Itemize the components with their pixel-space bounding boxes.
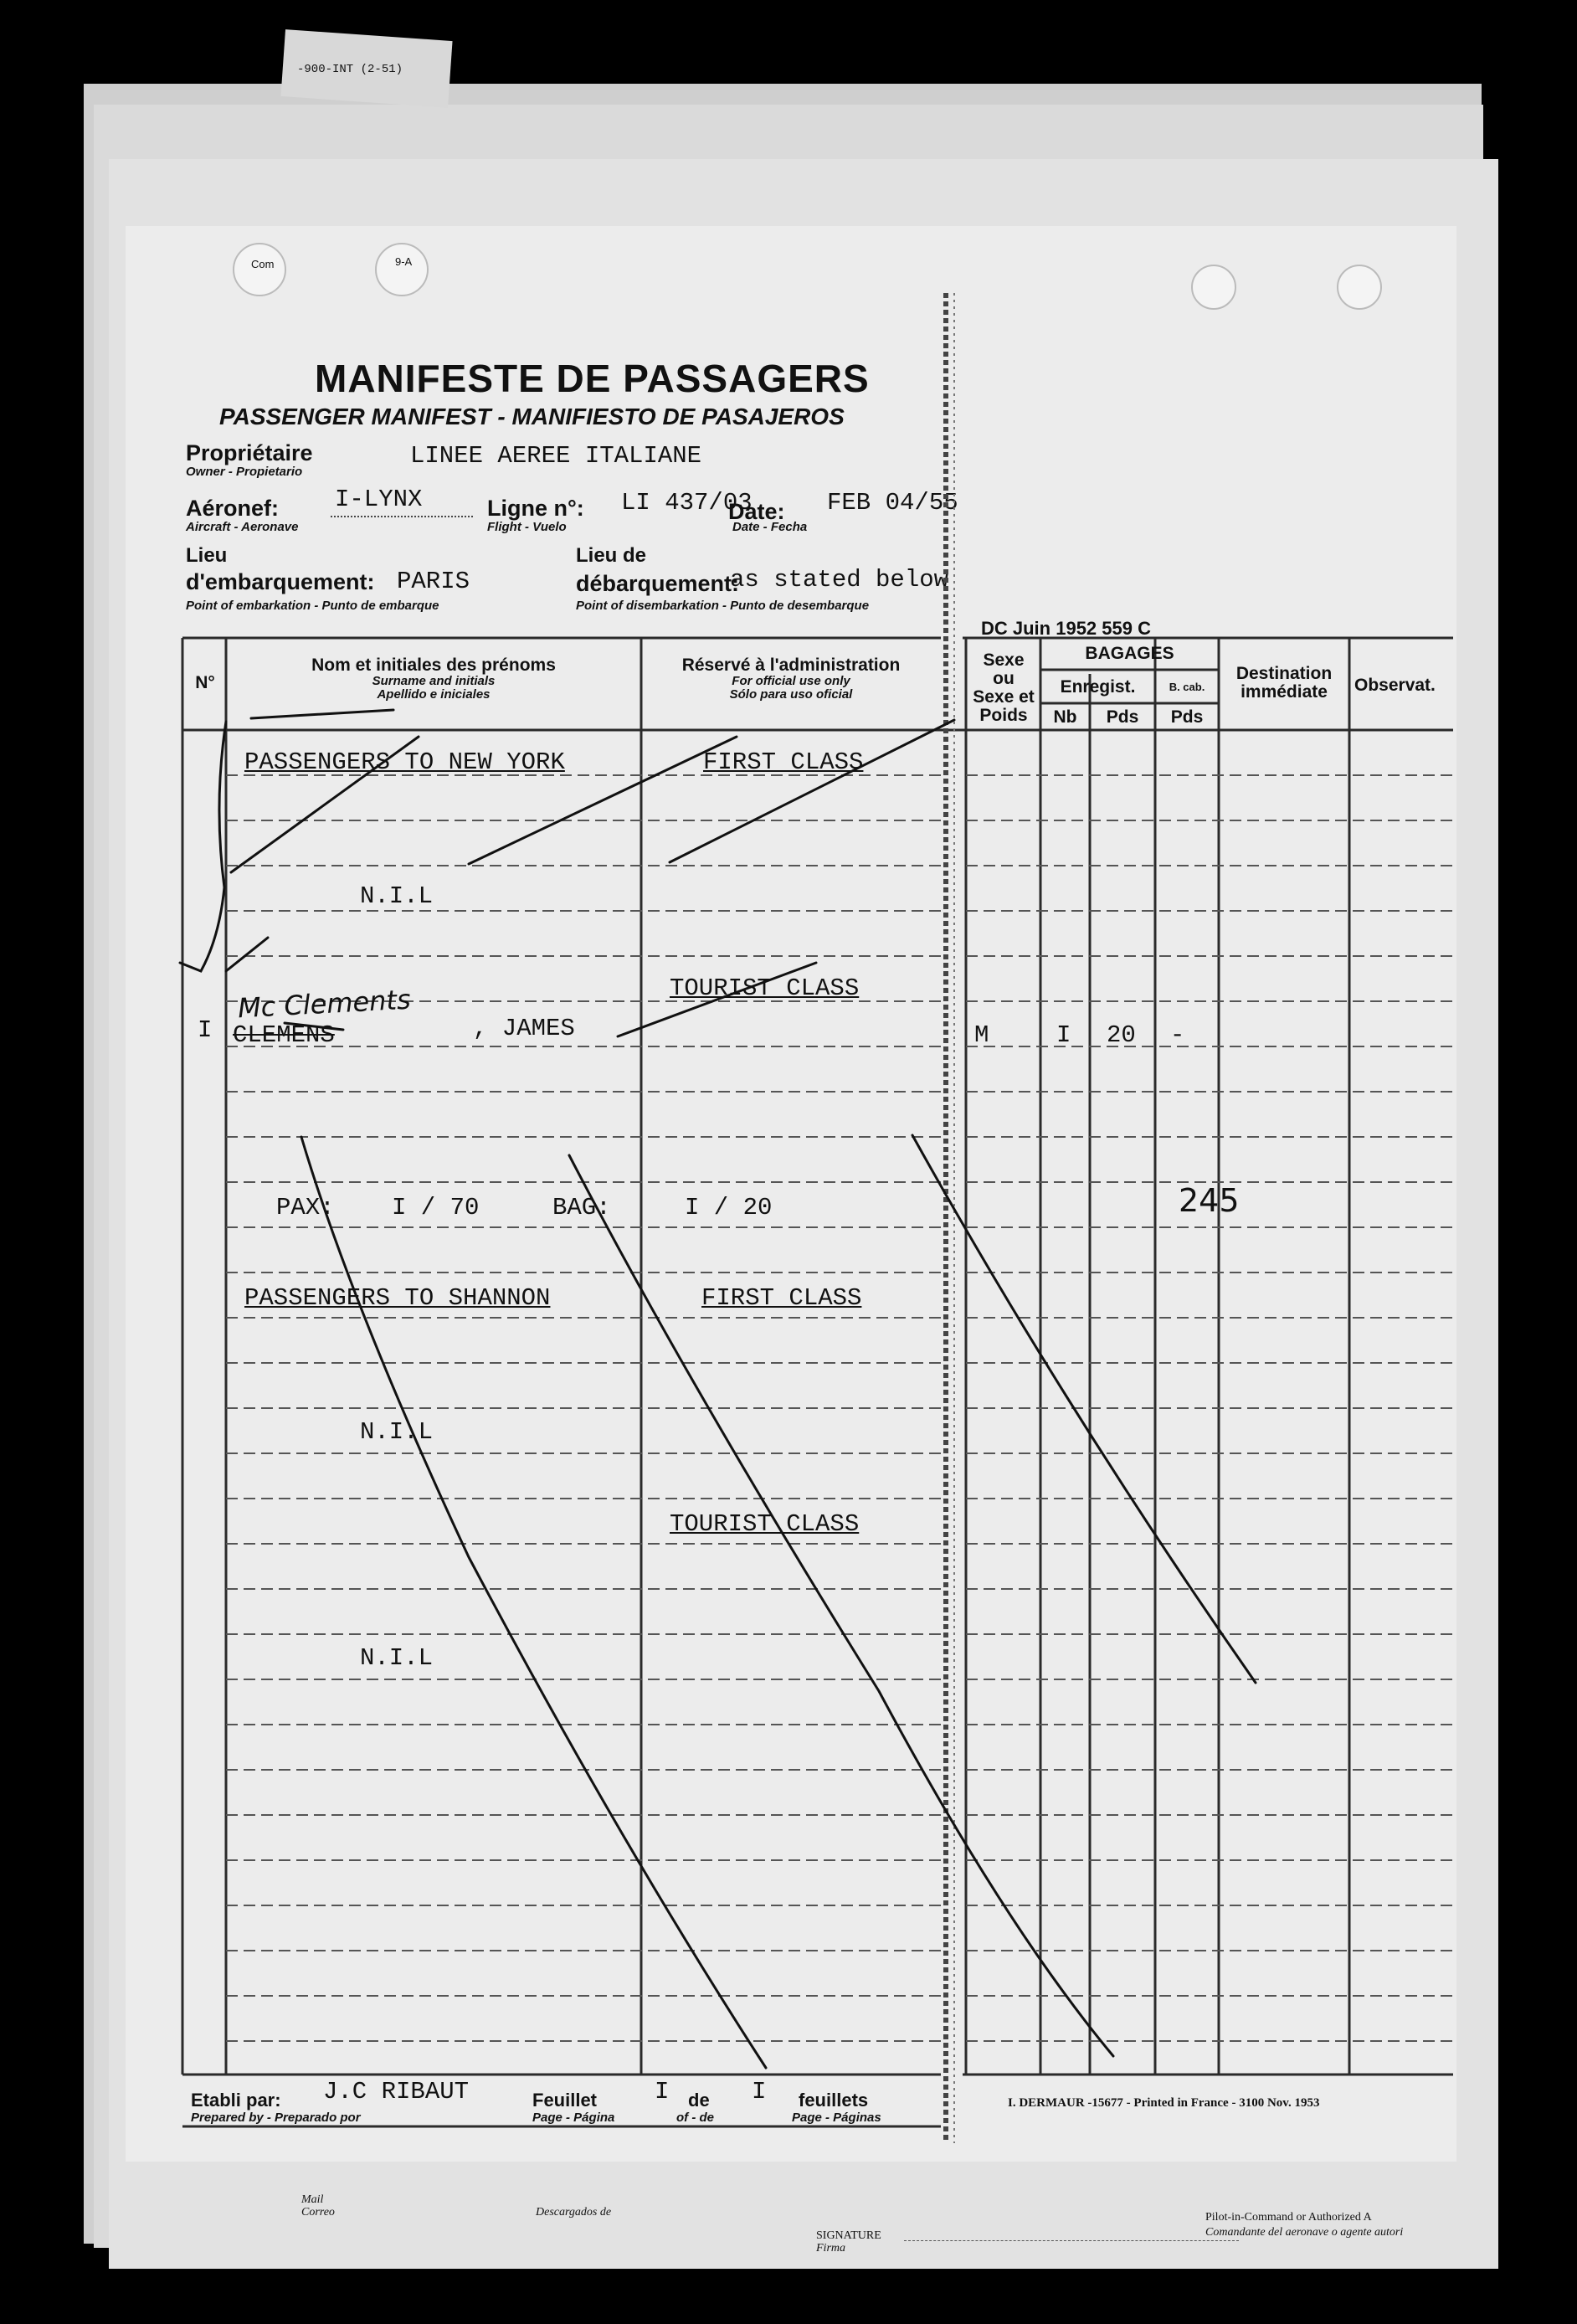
- flight-label: Ligne n°:: [487, 496, 584, 521]
- corner-mark-right: 9-A: [395, 255, 413, 268]
- of-label: de: [688, 2090, 710, 2111]
- pax-first-name: , JAMES: [473, 1015, 575, 1042]
- aircraft-value: I-LYNX: [335, 486, 423, 513]
- sn-nil-2: N.I.L: [360, 1644, 434, 1672]
- pax-bags: I: [1056, 1021, 1071, 1049]
- form-code: -900-INT (2-51): [297, 63, 403, 76]
- form-ref: DC Juin 1952 559 C: [981, 618, 1151, 639]
- sn-first-class: FIRST CLASS: [701, 1284, 862, 1312]
- page-subtitle: PASSENGER MANIFEST - MANIFIESTO DE PASAJEROS: [219, 404, 845, 429]
- totals-bag-label: BAG:: [552, 1194, 611, 1221]
- col-sex: Sexe ou Sexe et Poids: [973, 650, 1035, 726]
- pilot-label: Pilot-in-Command or Authorized A Comandante del aeronave o agente autori: [1205, 2211, 1404, 2239]
- flight-sub: Flight - Vuelo: [487, 520, 567, 534]
- pages-label: feuillets: [799, 2090, 869, 2111]
- totals-bag-value: I / 20: [685, 1194, 773, 1221]
- pages-sub: Page - Páginas: [792, 2111, 881, 2125]
- mail-label: Mail Correo: [301, 2193, 335, 2219]
- date-value: FEB 04/55: [827, 489, 958, 517]
- sn-tourist-class: TOURIST CLASS: [670, 1510, 860, 1538]
- ny-heading: PASSENGERS TO NEW YORK: [244, 748, 565, 776]
- totals-pax-label: PAX:: [276, 1194, 335, 1221]
- ny-tourist-class: TOURIST CLASS: [670, 974, 860, 1002]
- disembark-sub: Point of disembarkation - Punto de desembarque: [576, 599, 870, 613]
- col-cabin: B. cab.: [1169, 681, 1205, 693]
- col-name: Nom et initiales des prénoms Surname and initials Apellido e iniciales: [311, 656, 556, 702]
- col-baggage: BAGAGES: [1085, 644, 1174, 663]
- col-pds: Pds: [1106, 707, 1139, 727]
- of-value: I: [752, 2078, 767, 2105]
- ny-nil: N.I.L: [360, 882, 434, 910]
- owner-value: LINEE AEREE ITALIANE: [410, 442, 702, 470]
- col-nb: Nb: [1053, 707, 1077, 727]
- pax-weight: 20: [1107, 1021, 1136, 1049]
- date-sub: Date - Fecha: [732, 520, 808, 534]
- prepared-label: Etabli par:: [191, 2090, 281, 2111]
- pax-typed-surname: CLEMENS: [233, 1021, 335, 1049]
- pax-cabin: -: [1170, 1021, 1185, 1049]
- col-cabin-pds: Pds: [1170, 707, 1204, 727]
- aircraft-sub: Aircraft - Aeronave: [186, 520, 299, 534]
- page-title: MANIFESTE DE PASSAGERS: [315, 357, 870, 400]
- sn-nil-1: N.I.L: [360, 1418, 434, 1446]
- col-remarks: Observat.: [1354, 676, 1436, 695]
- col-no: N°: [195, 673, 215, 692]
- of-sub: of - de: [676, 2111, 714, 2125]
- sheet-value: I: [655, 2078, 670, 2105]
- disembark-label-1: Lieu de: [576, 544, 647, 567]
- flight-value: LI 437/03: [621, 489, 753, 517]
- signature-label: SIGNATURE Firma: [816, 2229, 881, 2255]
- sheet-sub: Page - Página: [532, 2111, 615, 2125]
- col-destination: Destination immédiate: [1235, 664, 1333, 702]
- pax-sex: M: [974, 1021, 989, 1049]
- col-admin: Réservé à l'administration For official use only Sólo para uso oficial: [681, 656, 901, 702]
- embark-label-2: d'embarquement:: [186, 569, 375, 594]
- owner-label: Propriétaire: [186, 440, 313, 465]
- aircraft-label: Aéronef:: [186, 496, 280, 521]
- disembark-value: as stated below: [730, 566, 949, 594]
- printer-imprint: I. DERMAUR -15677 - Printed in France - 3100 Nov. 1953: [1008, 2096, 1320, 2110]
- ny-first-class: FIRST CLASS: [703, 748, 864, 776]
- unloaded-label: Descargados de: [536, 2206, 612, 2219]
- owner-sub: Owner - Propietario: [186, 465, 303, 479]
- sn-heading: PASSENGERS TO SHANNON: [244, 1284, 551, 1312]
- col-registered: Enregist.: [1060, 677, 1136, 697]
- embark-label-1: Lieu: [186, 544, 228, 567]
- embark-value: PARIS: [397, 568, 470, 595]
- embark-sub: Point of embarkation - Punto de embarque: [186, 599, 439, 613]
- disembark-label-2: débarquement:: [576, 571, 740, 596]
- sheet-label: Feuillet: [532, 2090, 598, 2111]
- pax-handwritten-surname: Mc Clements: [237, 983, 412, 1025]
- prepared-value: J.C RIBAUT: [323, 2078, 470, 2105]
- prepared-sub: Prepared by - Preparado por: [191, 2111, 361, 2125]
- corner-mark-left: Com: [251, 258, 275, 270]
- pax-no: I: [198, 1016, 213, 1044]
- handwritten-number: 245: [1179, 1182, 1240, 1219]
- date-label: Date:: [728, 499, 785, 524]
- totals-pax-value: I / 70: [392, 1194, 480, 1221]
